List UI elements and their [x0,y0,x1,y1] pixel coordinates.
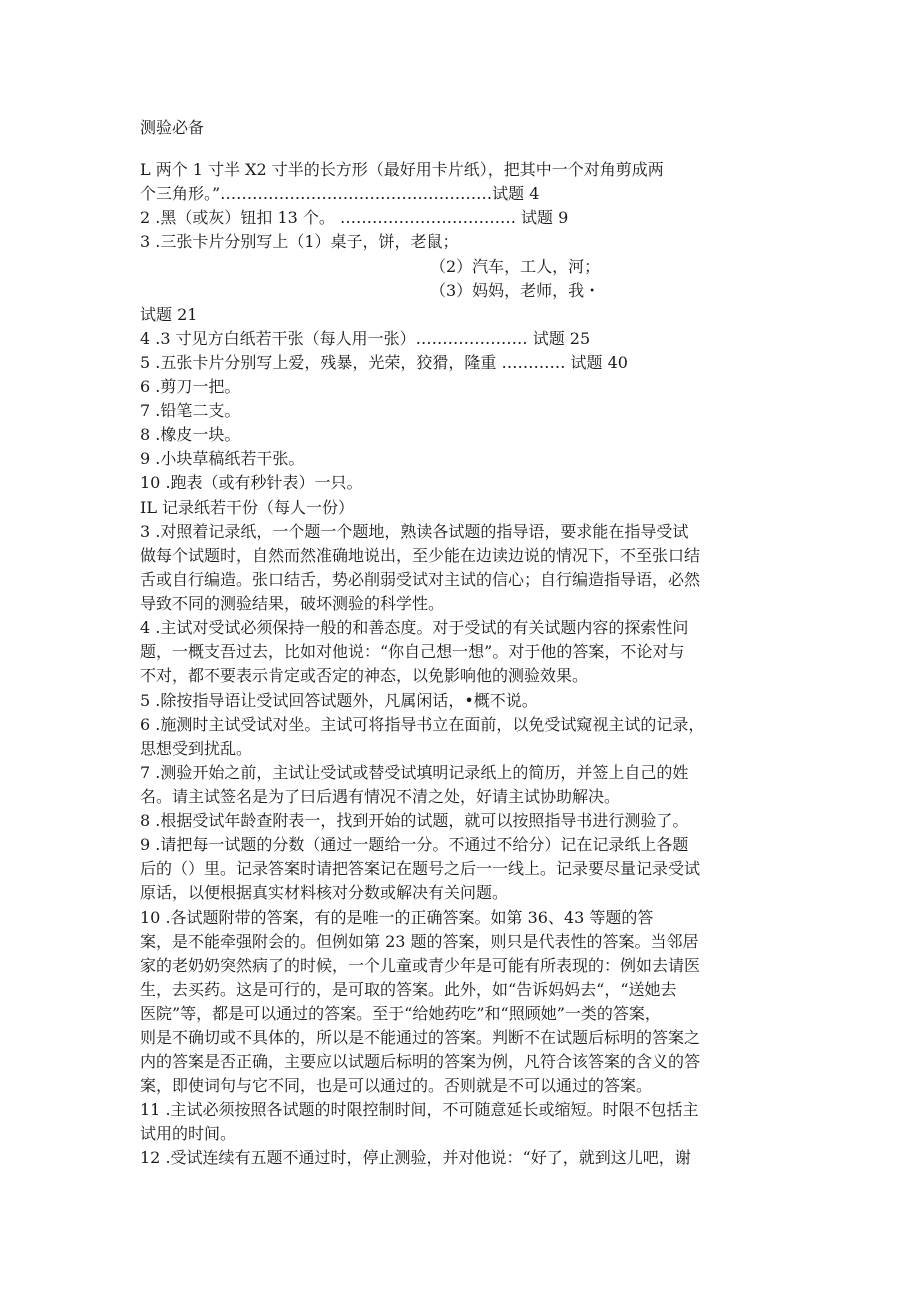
text-line: 6 .剪刀一把。 [140,377,241,396]
text-line: 试用的时间。 [140,1124,237,1143]
text-line: 题，一概支吾过去，比如对他说：“你自己想一想”。对于他的答案，不论对与 [140,642,685,661]
text-line: 7 .铅笔二支。 [140,401,241,420]
text-line: 不对，都不要表示肯定或否定的神态，以免影响他的测验效果。 [140,666,589,685]
text-line: 原话，以便根据真实材料核对分数或解决有关问题。 [140,883,509,902]
text-line: 舌或自行编造。张口结舌，势必削弱受试对主试的信心；自行编造指导语，必然 [140,570,701,589]
text-line: 10 .各试题附带的答案，有的是唯一的正确答案。如第 36、43 等题的答 [140,908,654,927]
text-line: 内的答案是否正确，主要应以试题后标明的答案为例，凡符合该答案的含义的答 [140,1052,701,1071]
text-line: L 两个 1 寸半 X2 寸半的长方形（最好用卡片纸），把其中一个对角剪成两 [140,160,664,179]
text-line: 9 .请把每一试题的分数（通过一题给一分。不通过不给分）记在记录纸上各题 [140,835,689,854]
text-line: 医院”等，都是可以通过的答案。至于“给她药吃”和“照顾她”一类的答案， [140,1004,661,1023]
text-line: 后的（）里。记录答案时请把答案记在题号之后一一线上。记录要尽量记录受试 [140,859,701,878]
text-line: 导致不同的测验结果，破坏测验的科学性。 [140,594,445,613]
page-title: 测验必备 [140,118,205,137]
text-line: 2 .黑（或灰）钮扣 13 个。 …………………………… 试题 9 [140,208,569,227]
text-line: 5 .五张卡片分别写上爱，残暴，光荣，狡猾，隆重 ………… 试题 40 [140,353,628,372]
text-line: 12 .受试连续有五题不通过时，停止测验，并对他说：“好了，就到这儿吧，谢 [140,1148,691,1167]
text-line: 9 .小块草稿纸若干张。 [140,449,305,468]
text-line: 做每个试题时，自然而然准确地说出，至少能在边读边说的情况下，不至张口结 [140,546,701,565]
text-line: 4 .主试对受试必须保持一般的和善态度。对于受试的有关试题内容的探索性问 [140,618,689,637]
text-line: 7 .测验开始之前，主试让受试或替受试填明记录纸上的简历，并签上自己的姓 [140,763,689,782]
text-line: 10 .跑表（或有秒针表）一只。 [140,473,363,492]
text-line: 6 .施测时主试受试对坐。主试可将指导书立在面前，以免受试窥视主试的记录， [140,715,705,734]
text-line: 家的老奶奶突然病了的时候，一个儿童或青少年是可能有所表现的：例如去请医 [140,956,701,975]
text-line: 4 .3 寸见方白纸若干张（每人用一张）………………… 试题 25 [140,329,591,348]
text-line: 3 .对照着记录纸，一个题一个题地，熟读各试题的指导语，要求能在指导受试 [140,522,689,541]
text-line: 8 .橡皮一块。 [140,425,241,444]
text-line: 8 .根据受试年龄查附表一，找到开始的试题，就可以按照指导书进行测验了。 [140,811,689,830]
text-line: 名。请主试签名是为了曰后遇有情况不清之处，好请主试协助解决。 [140,787,621,806]
text-line: 3 .三张卡片分别写上（1）桌子，饼，老鼠； [140,232,459,251]
text-line: IL 记录纸若干份（每人一份） [140,498,355,517]
text-line: 试题 21 [140,305,198,324]
text-line: （3）妈妈，老师，我・ [430,281,601,300]
text-line: 11 .主试必须按照各试题的时限控制时间，不可随意延长或缩短。时限不包括主 [140,1100,699,1119]
text-line: 思想受到扰乱。 [140,739,253,758]
text-line: 案，是不能牵强附会的。但例如第 23 题的答案，则只是代表性的答案。当邻居 [140,932,699,951]
text-line: 则是不确切或不具体的，所以是不能通过的答案。判断不在试题后标明的答案之 [140,1028,701,1047]
text-line: 生，去买药。这是可行的，是可取的答案。此外，如“告诉妈妈去“，“送她去 [140,980,677,999]
text-line: 个三角形。”……………………………………………试题 4 [140,184,540,203]
text-line: 案，即使词句与它不同，也是可以通过的。否则就是不可以通过的答案。 [140,1076,653,1095]
text-line: （2）汽车，工人，河； [430,257,601,276]
text-line: 5 .除按指导语让受试回答试题外，凡属闲话，•概不说。 [140,691,538,710]
